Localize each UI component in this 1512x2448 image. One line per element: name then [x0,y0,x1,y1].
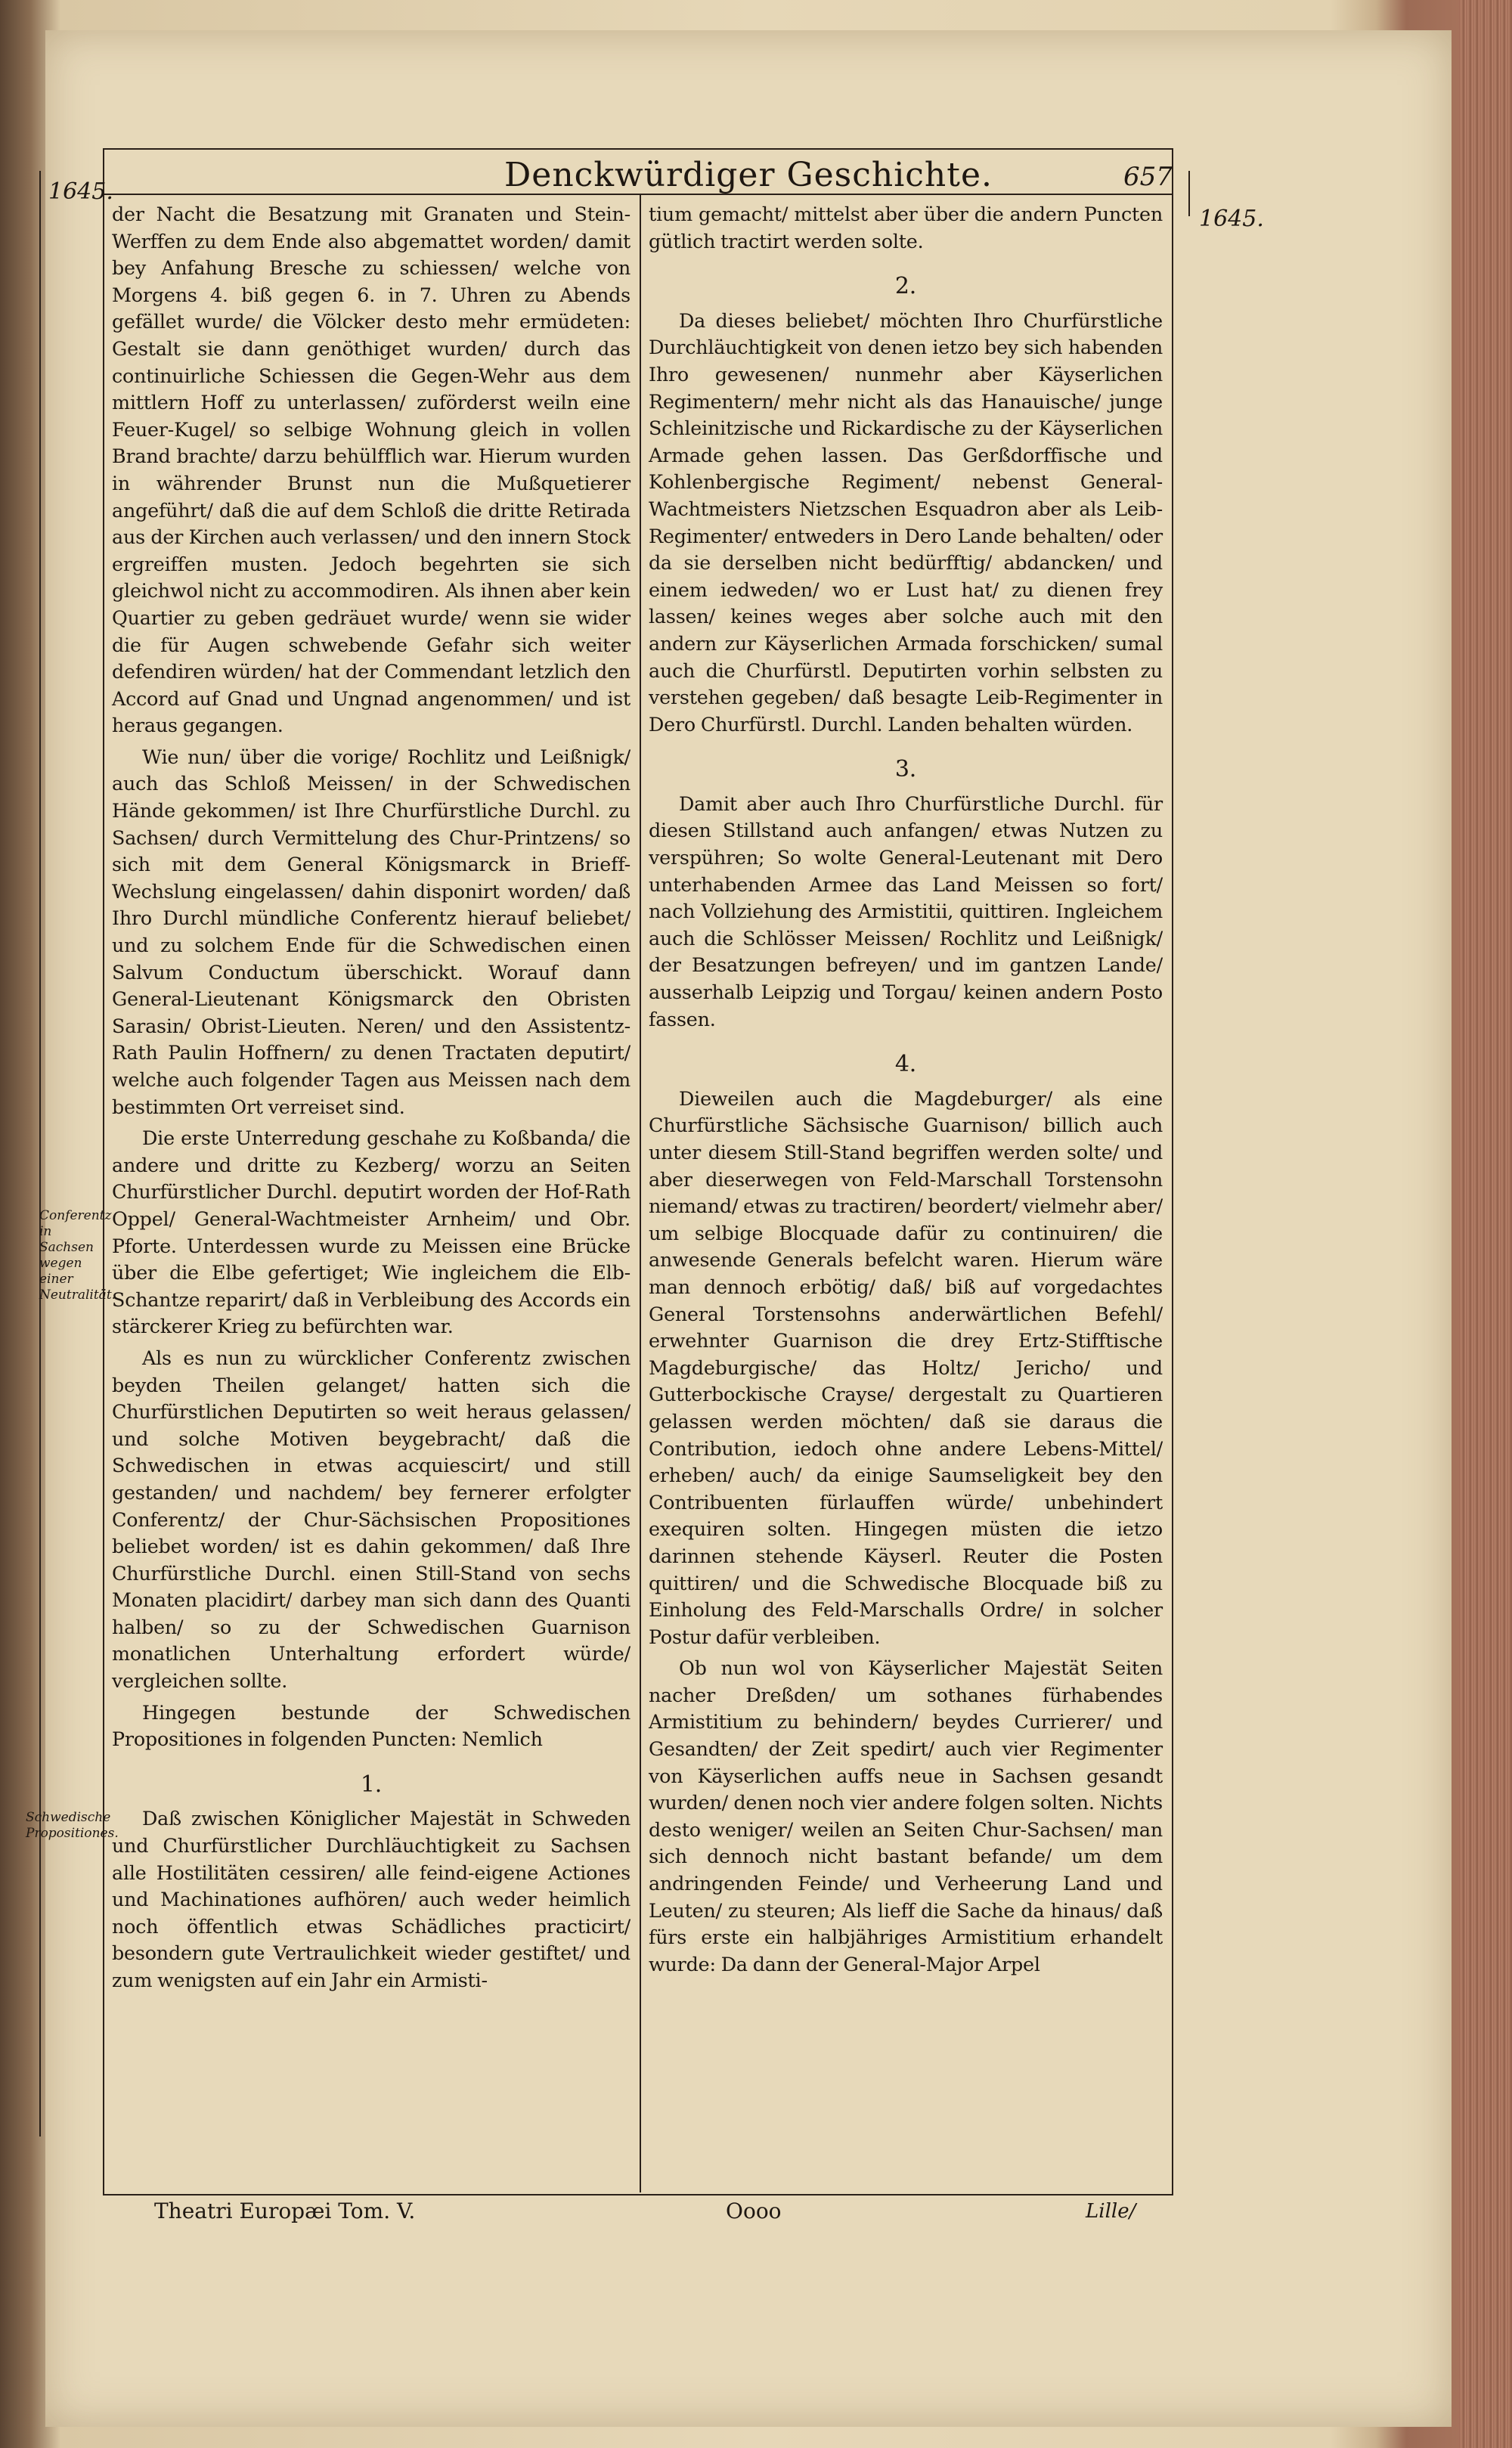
year-left: 1645. [48,178,113,205]
page-number: 657 [1123,162,1173,192]
footer-title: Theatri Europæi Tom. V. [154,2199,416,2223]
paragraph: Da dieses beliebet/ möchten Ihro Churfürstliche Durchläuchtigkeit von denen ietzo bey sich habenden Ihro gewesenen/ nunmehr aber Käyserlichen Regimentern/ mehr nicht als das Hanauische/ junge Schleinitzische und Rickardische zu der Käyserlichen Armade gehen lassen. Das Gerßdorffische und Kohlenbergische Regiment/ nebenst General-Wachtmeisters Nietzschen Esquadron aber als Leib-Regimenter/ entweders in Dero Lande behalten/ oder da sie derselben nicht bedürfftig/ abdancken/ und einem iedweden/ wo er Lust hat/ zu dienen frey lassen/ keines weges aber solche auch mit den andern zur Käyserlichen Armada forschicken/ sumal auch die Churfürstl. Deputirten vorhin selbsten zu verstehen gegeben/ daß besagte Leib-Regimenter in Dero Churfürstl. Durchl. Landen behalten würden. [649,308,1163,736]
right-column [649,201,1163,1978]
left-margin-rule [39,171,41,2137]
paragraph: tium gemacht/ mittelst aber über die andern Puncten gütlich tractirt werden solte. [649,203,1163,253]
paragraph: Dieweilen auch die Magdeburger/ als eine Churfürstliche Sächsische Guarnison/ billich auch unter diesem Still-Stand begriffen werden solte/ und aber dieserwegen von Feld-Marschall Torstensohn niemand/ etwas zu tractiren/ beordert/ vielmehr aber/ um selbige Blocquade dafür zu continuiren/ die anwesende Generals befelcht waren. Hierum wäre man dennoch erbötig/ daß/ biß auf vorgedachtes General Torstensohns anderwärtlichen Befehl/ erwehnter Guarnison die drey Ertz-Stifftische Magdeburgische/ das Holtz/ Jericho/ und Gutterbockische Crayse/ dergestalt zu Quartieren gelassen werden möchten/ daß sie daraus die Contribution, iedoch ohne andere Lebens-Mittel/ erheben/ auch/ da einige Saumseligkeit bey den Contribuenten fürlauffen würde/ unbehindert exequiren solten. Hingegen müsten die ietzo darinnen stehende Käyserl. Reuter die Posten quittiren/ und die Schwedische Blocquade biß zu Einholung des Feld-Marschalls Ordre/ in solcher Postur dafür verbleiben. [649,1086,1163,1648]
paragraph: Damit aber auch Ihro Churfürstliche Durchl. für diesen Stillstand auch anfangen/ etwas Nutzen zu verspühren; So wolte General-Leutenant mit Dero unterhabenden Armee das Land Meissen so fort/ nach Vollziehung des Armistitii, quittiren. Ingleichem auch die Schlösser Meissen/ Rochlitz und Leißnigk/ der Besatzungen befreyen/ und im gantzen Lande/ ausserhalb Leipzig und Torgau/ keinen andern Posto fassen. [649,792,1163,1030]
section-number: 1. [360,1771,383,1798]
column-rule [640,195,641,2192]
section-number: 3. [894,756,917,783]
signature-mark: Oooo [726,2199,782,2223]
margin-note-propositiones: Schwedische Propositiones. [26,1810,119,1841]
paragraph: der Nacht die Besatzung mit Granaten und Stein-Werffen zu dem Ende also abgemattet worden/ damit bey Anfahung Bresche zu schiessen/ welche von Morgens 4. biß gegen 6. in 7. Uhren zu Abends gefället wurde/ die Völcker desto mehr ermüdeten: Gestalt sie dann genöthiget wurden/ durch das continuirliche Schiessen die Gegen-Wehr aus dem mittlern Hoff zu unterlassen/ zuförderst weiln eine Feuer-Kugel/ so selbige Wohnung gleich in vollen Brand brachte/ darzu behülfflich war. Hierum wurden in währender Brunst nun die Mußquetierer angeführt/ daß die auf dem Schloß die dritte Retirada aus der Kirchen auch verlassen/ und den innern Stock ergreiffen musten. Jedoch begehrten sie sich gleichwol nicht zu accommodiren. Als ihnen aber kein Quartier zu geben gedräuet wurde/ wenn sie wider die für Augen schwebende Gefahr sich weiter defendiren würden/ hat der Commendant letzlich den Accord auf Gnad und Ungnad angenommen/ und ist heraus gegangen. [112,203,631,737]
paragraph: Wie nun/ über die vorige/ Rochlitz und Leißnigk/ auch das Schloß Meissen/ in der Schwedischen Hände gekommen/ ist Ihre Churfürstliche Durchl. zu Sachsen/ durch Vermittelung des Chur-Printzens/ so sich mit dem General Königsmarck in Brieff-Wechslung eingelassen/ dahin disponirt worden/ daß Ihro Durchl mündliche Conferentz hierauf beliebet/ und zu solchem Ende für die Schwedischen einen Salvum Conductum überschickt. Worauf dann General-Lieutenant Königsmarck den Obristen Sarasin/ Obrist-Lieuten. Neren/ und den Assistentz-Rath Paulin Hoffnern/ zu denen Tractaten deputirt/ welche auch folgender Tagen aus Meissen nach dem bestimmten Ort verreiset sind. [112,745,631,1118]
book-page-edges [1459,0,1512,2448]
paragraph: Als es nun zu würcklicher Conferentz zwischen beyden Theilen gelanget/ hatten sich die Churfürstlichen Deputirten so weit heraus gelassen/ und solche Motiven beygebracht/ daß die Schwedischen in etwas acquiescirt/ und still gestanden/ und nachdem/ bey fernerer erfolgter Conferentz/ der Chur-Sächsischen Propositiones beliebet worden/ ist es dahin gekommen/ daß Ihre Churfürstliche Durchl. einen Still-Stand von sechs Monaten placidirt/ darbey man sich dann des Quanti halben/ so zu der Schwedischen Guarnison monatlichen Unterhaltung erfordert würde/ vergleichen sollte. [112,1346,631,1693]
paragraph: Hingegen bestunde der Schwedischen Propositiones in folgenden Puncten: Nemlich [112,1700,631,1751]
margin-note-conferentz: Conferentz in Sachsen wegen einer Neutralität. [39,1208,116,1303]
paragraph: Ob nun wol von Käyserlicher Majestät Seiten nacher Dreßden/ um sothanes fürhabendes Armistitium zu behindern/ beydes Currierer/ und Gesandten/ der Zeit spedirt/ auch vier Regimenter von Käyserlichen auffs neue in Sachsen gesandt wurden/ denen noch vier andere folgen solten. Nichts desto weniger/ weilen an Seiten Chur-Sachsen/ man sich dennoch nicht bastant befande/ um dem andringenden Feinde/ und Verheerung Land und Leuten/ zu steuren; Als lieff die Sache da hinaus/ daß fürs erste ein halbjähriges Armistitium erhandelt wurde: Da dann der General-Major Arpel [649,1656,1163,1975]
catchword: Lille/ [1086,2200,1136,2223]
paragraph: Daß zwischen Königlicher Majestät in Schweden und Churfürstlicher Durchläuchtigkeit zu Sachsen alle Hostilitäten cessiren/ alle feind-eigene Actiones und Machinationes aufhören/ auch weder heimlich noch öffentlich etwas Schädliches practicirt/ besondern gute Vertraulichkeit wieder gestiftet/ und zum wenigsten auf ein Jahr ein Armisti- [112,1807,631,1991]
right-margin-rule [1188,171,1190,216]
year-right: 1645. [1199,206,1264,232]
section-number: 4. [894,1051,917,1078]
section-number: 2. [894,273,917,300]
paragraph: Die erste Unterredung geschahe zu Koßbanda/ die andere und dritte zu Kezberg/ worzu an Seiten Churfürstlicher Durchl. deputirt worden der Hof-Rath Oppel/ General-Wachtmeister Arnheim/ und Obr. Pforte. Unterdessen wurde zu Meissen eine Brücke über die Elbe gefertiget; Wie ingleichem die Elb-Schantze reparirt/ daß in Verbleibung des Accords ein stärckerer Krieg zu befürchten war. [112,1126,631,1338]
page-title: Denckwürdiger Geschichte. [504,156,993,194]
left-column [112,201,631,1994]
